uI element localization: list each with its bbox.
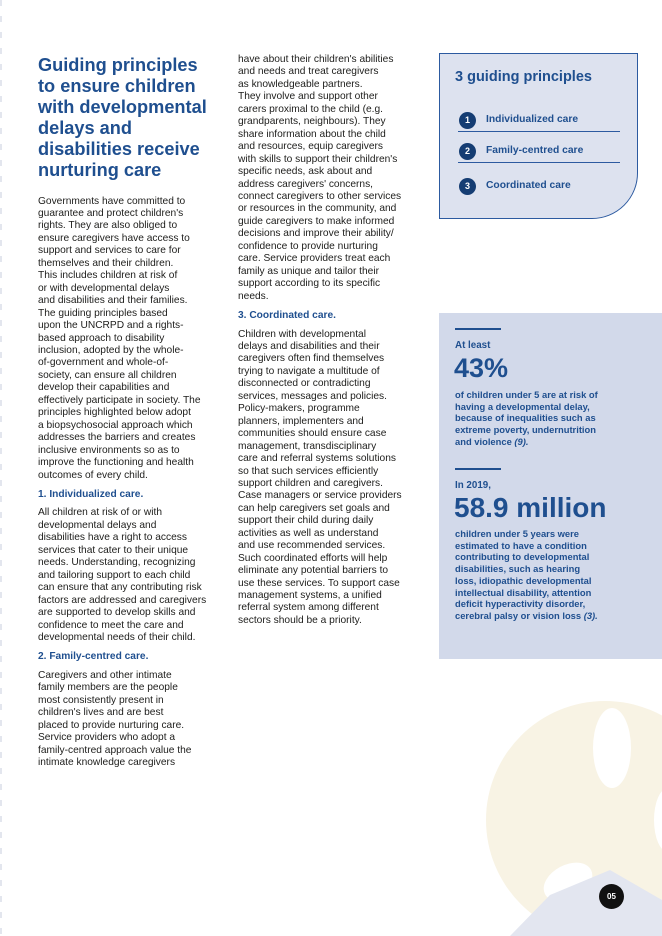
principle-label: Individualized care bbox=[486, 114, 579, 125]
stat-lead-text: At least bbox=[455, 340, 491, 351]
principle-label: Family-centred care bbox=[486, 145, 584, 156]
page-number: 05 bbox=[599, 884, 624, 909]
stat-value: 58.9 million bbox=[454, 492, 607, 523]
stat-description: of children under 5 are at risk of having a developmental delay, because of inequalities such as extreme poverty, undernutrition and violence (9). bbox=[455, 389, 598, 447]
family-centred-care-paragraph: Caregivers and other intimate family members are the people most consistently present in children's lives and are best placed to provide nurturing care. Service providers who adopt a family-centred approach value the intimate knowledge caregivers bbox=[38, 669, 192, 769]
section-heading-individualized-care: 1. Individualized care. bbox=[38, 488, 144, 500]
principle-number: 1 bbox=[459, 112, 476, 129]
section-heading-family-centred-care: 2. Family-centred care. bbox=[38, 651, 149, 663]
page-title: Guiding principles to ensure children with developmental delays and disabilities receive nurturing care bbox=[38, 55, 207, 181]
column-middle bbox=[238, 54, 428, 627]
column-left bbox=[38, 55, 226, 770]
principle-label: Coordinated care bbox=[486, 180, 571, 191]
principle-number: 3 bbox=[459, 178, 476, 195]
coordinated-care-paragraph: Children with developmental delays and disabilities and their caregivers often find themselves trying to navigate a multitude of disconnected or contradicting services, messages and policies. Policy-makers, programme planners, implementers and communities should ensure case management, transdisciplinary care and referral systems solutions so that such services efficiently support children and caregivers. Case managers or service providers can help caregivers set goals and support their child during daily activities as well as understand and use recommended services. Such coordinated efforts will help eliminate any potential barriers to use these services. To support case management systems, a unified referral system among different sectors should be a priority. bbox=[238, 328, 402, 626]
principle-number: 2 bbox=[459, 143, 476, 160]
statistics-panel bbox=[439, 313, 662, 659]
individualized-care-paragraph: All children at risk of or with developmental delays and disabilities have a right to access services that cater to their unique needs. Understanding, recognizing and tailoring support to each child can ensure that any contributing risk factors are addressed and caregivers are supported to develop skills and confidence to meet the care and developmental needs of their child. bbox=[38, 507, 207, 643]
citation: (3). bbox=[583, 609, 598, 621]
stat-divider bbox=[455, 468, 501, 470]
principle-item bbox=[458, 111, 620, 132]
guiding-principles-box bbox=[439, 53, 638, 219]
principle-item bbox=[458, 142, 620, 163]
citation: (9). bbox=[514, 435, 529, 447]
stat-description: children under 5 years were estimated to have a condition contributing to developmental disabilities, such as hearing loss, idiopathic developmental intellectual disability, attention deficit hyperactivity disorder, cerebral palsy or vision loss (3). bbox=[455, 528, 598, 621]
left-edge-marks bbox=[0, 0, 6, 936]
stat-value: 43% bbox=[454, 353, 509, 383]
section-heading-coordinated-care: 3. Coordinated care. bbox=[238, 310, 336, 322]
intro-paragraph: Governments have committed to guarantee and protect children's rights. They are also obliged to ensure caregivers have access to support and services to care for themselves and their children. This includes children at risk of or with developmental delays and disabilities and their families. The guiding principles based upon the UNCRPD and a rights- based approach to disability inclusion, adopted by the whole- of-government and whole-of- society, can ensure all children develop their capabilities and effectively participate in society. The principles highlighted below adopt a biopsychosocial approach which addresses the barriers and creates inclusive environments so as to improve the functioning and health outcomes of every child. bbox=[38, 195, 201, 481]
guiding-principles-title: 3 guiding principles bbox=[455, 69, 592, 85]
decorative-flower-graphic bbox=[470, 700, 662, 936]
principle-item bbox=[458, 177, 620, 197]
stat-lead-text: In 2019, bbox=[455, 480, 491, 491]
stat-divider bbox=[455, 328, 501, 330]
family-centred-care-paragraph-continued: have about their children's abilities and needs and treat caregivers as knowledgeable partners. They involve and support other carers proximal to the child (e.g. grandparents, neighbours). They share information about the child and resources, equip caregivers with skills to support their children's specific needs, ask about and address caregivers' concerns, connect caregivers to other services or resources in the community, and guide caregivers to make informed decisions and improve their ability/ confidence to provide nurturing care. Service providers treat each family as unique and tailor their support according to its specific needs. bbox=[238, 54, 402, 302]
